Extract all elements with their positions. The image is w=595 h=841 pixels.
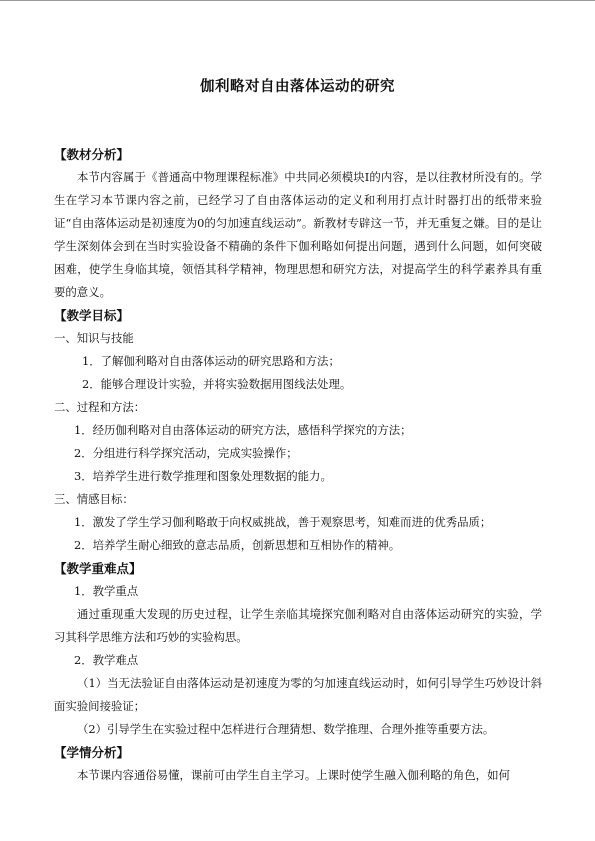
section-heading-teaching-goals: 【教学目标】 — [54, 308, 130, 323]
page-title: 伽利略对自由落体运动的研究 — [200, 79, 395, 95]
section-heading-textbook-analysis: 【教材分析】 — [54, 147, 130, 162]
list-item: 1．了解伽利略对自由落体运动的研究思路和方法； — [82, 354, 340, 368]
paragraph-difficulty-2: （2）引导学生在实验过程中怎样进行合理猜想、数学推理、合理外推等重要方法。 — [77, 722, 495, 736]
paragraph-textbook-analysis: 本节内容属于《普通高中物理课程标准》中共同必须模块Ⅰ的内容，是以往教材所没有的。学生在学习本节课内容之前，已经学习了自由落体运动的定义和利用打点计时器打出的纸带来验证“自由落体运动是初速度为0的匀加速直线运动”。新教材专辟这一节，并无重复之嫌。目的是让学生深刻体会到在当时实验设备不精确的条件下伽利略如何提出问题，遇到什么问题，如何突破困难，使学生身临其境，领悟其科学精神，物理思想和研究方法，对提高学生的科学素养具有重要的意义。 — [54, 170, 542, 299]
subheading-difficulty: 2．教学难点 — [74, 653, 139, 667]
list-item: 3．培养学生进行数学推理和图象处理数据的能力。 — [74, 469, 332, 483]
paragraph-focus: 通过重现重大发现的历史过程，让学生亲临其境探究伽利略对自由落体运动研究的实验，学习其科学思维方法和巧妙的实验构思。 — [54, 607, 542, 644]
list-item: 1．激发了学生学习伽利略敢于向权威挑战，善于观察思考，知难而进的优秀品质； — [74, 515, 492, 529]
subheading-focus: 1．教学重点 — [74, 584, 139, 598]
goal-group-knowledge: 一、知识与技能 — [54, 331, 134, 345]
paragraph-student-analysis: 本节课内容通俗易懂，课前可由学生自主学习。上课时使学生融入伽利略的角色，如何 — [77, 768, 510, 782]
list-item: 2．能够合理设计实验，并将实验数据用图线法处理。 — [82, 377, 352, 391]
section-heading-key-points: 【教学重难点】 — [54, 561, 142, 576]
document-body — [54, 143, 542, 787]
list-item: 2．分组进行科学探究活动，完成实验操作； — [74, 446, 298, 460]
goal-group-process: 二、过程和方法： — [54, 400, 146, 414]
list-item: 2．培养学生耐心细致的意志品质，创新思想和互相协作的精神。 — [74, 538, 401, 552]
paragraph-difficulty-1: （1）当无法验证自由落体运动是初速度为零的匀加速直线运动时，如何引导学生巧妙设计斜面实验间接验证； — [54, 676, 542, 713]
goal-group-emotion: 三、情感目标： — [54, 492, 134, 506]
list-item: 1．经历伽利略对自由落体运动的研究方法，感悟科学探究的方法； — [74, 423, 412, 437]
section-heading-student-analysis: 【学情分析】 — [54, 745, 130, 760]
